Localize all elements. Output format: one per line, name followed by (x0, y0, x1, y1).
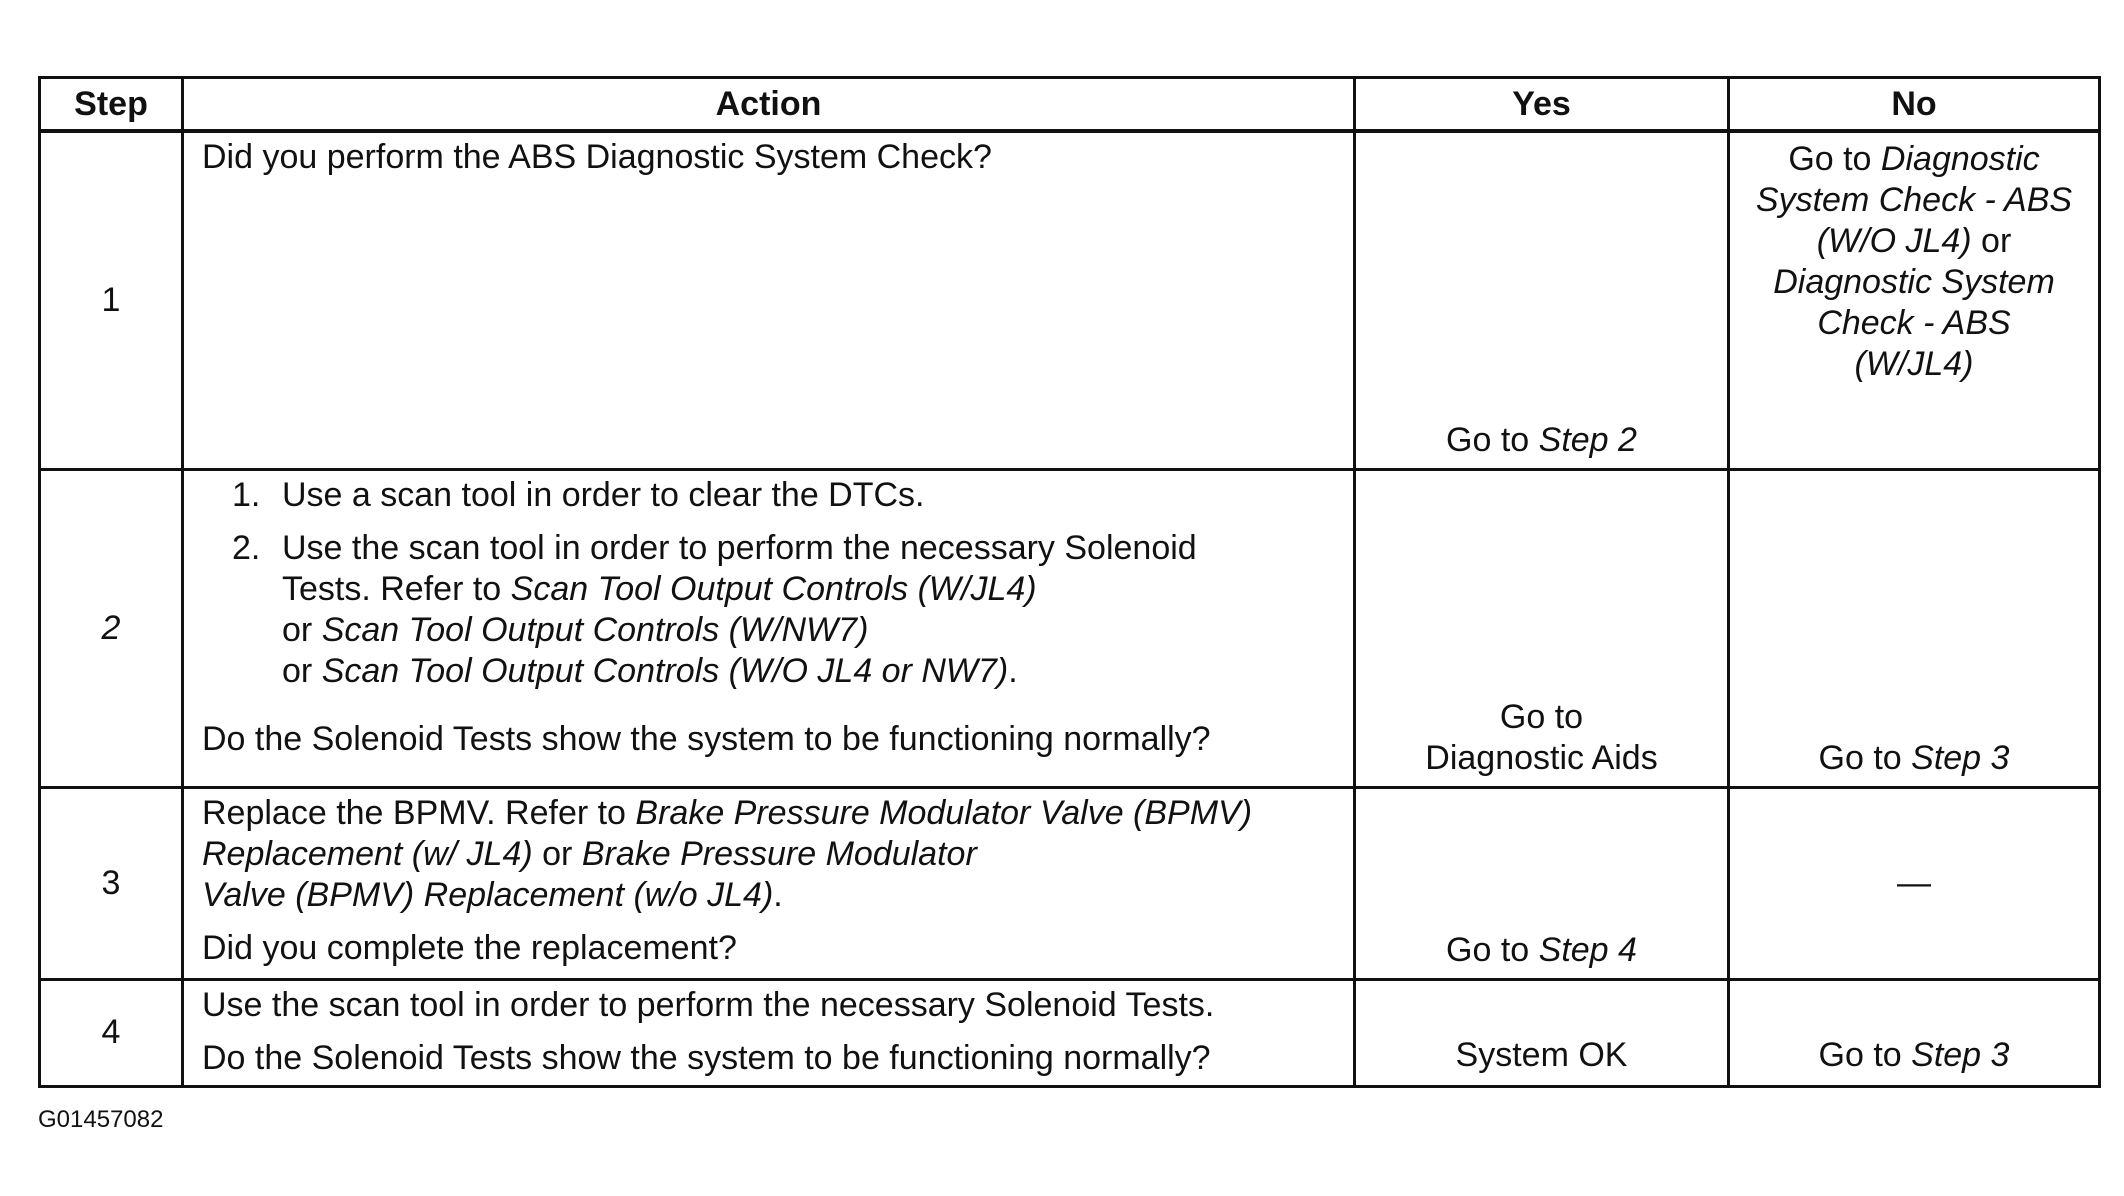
reference-link[interactable]: Scan Tool Output Controls (W/JL4) (510, 569, 1037, 608)
action-question: Do the Solenoid Tests show the system to be functioning normally? (202, 1038, 1211, 1077)
yes-cell (1355, 469, 1729, 787)
no-result-dash: — (1897, 863, 1931, 902)
yes-result: Go to Step 4 (1446, 930, 1637, 969)
no-cell (1729, 131, 2100, 469)
step-link[interactable]: Step 3 (1911, 738, 2010, 777)
diagnostic-check-link[interactable]: Diagnostic (1880, 140, 2040, 178)
table-row (40, 469, 2100, 787)
table-row (40, 979, 2100, 1086)
step-number: 3 (40, 787, 183, 979)
step-number: 1 (40, 131, 183, 469)
diagnostic-check-link[interactable]: Diagnostic System (1773, 263, 2055, 301)
table-row (40, 131, 2100, 469)
header-action: Action (183, 78, 1355, 132)
reference-link[interactable]: Scan Tool Output Controls (W/O JL4 or NW7) (321, 651, 1009, 690)
no-result: Go to Step 3 (1818, 1035, 2010, 1074)
action-question: Did you perform the ABS Diagnostic System Check? (202, 138, 992, 176)
reference-link[interactable]: Brake Pressure Modulator (581, 834, 977, 873)
action-question: Do the Solenoid Tests show the system to be functioning normally? (202, 719, 1211, 758)
step-number: 2 (40, 469, 183, 787)
yes-result: Go to Step 2 (1446, 421, 1637, 459)
action-instruction: Replace the BPMV. Refer to Brake Pressure Modulator Valve (BPMV) Replacement (w/ JL4) or Brake Pressure Modulator Valve (BPMV) Replacement (w/o JL4). (202, 793, 1253, 914)
action-list (202, 528, 1339, 610)
action-cell (183, 979, 1355, 1086)
action-cell (183, 787, 1355, 979)
header-row (40, 78, 2100, 132)
no-cell (1729, 787, 2100, 979)
yes-cell (1355, 787, 1729, 979)
yes-result: Go to Diagnostic Aids (1425, 697, 1658, 777)
step-number: 4 (40, 979, 183, 1086)
table-row (40, 787, 2100, 979)
yes-result: System OK (1455, 1035, 1628, 1074)
reference-link[interactable]: Scan Tool Output Controls (W/NW7) (321, 610, 869, 649)
diagnostic-aids-link[interactable]: Diagnostic Aids (1425, 738, 1658, 777)
no-cell (1729, 469, 2100, 787)
header-yes: Yes (1355, 78, 1729, 132)
header-step: Step (40, 78, 183, 132)
figure-id: G01457082 (38, 1106, 164, 1133)
action-instruction: Use the scan tool in order to perform the necessary Solenoid Tests. (202, 985, 1215, 1024)
reference-link[interactable]: Brake Pressure Modulator Valve (BPMV) (635, 793, 1253, 832)
step-link[interactable]: Step 4 (1538, 930, 1637, 969)
no-cell (1729, 979, 2100, 1086)
header-no: No (1729, 78, 2100, 132)
no-result: Go to Step 3 (1818, 738, 2010, 777)
diagnostic-table (38, 76, 2101, 1088)
action-list (202, 475, 1339, 516)
step-link[interactable]: Step 2 (1538, 421, 1637, 459)
no-result: Go to Diagnostic System Check - ABS (W/O JL4) or Diagnostic System Check - ABS (W/JL4) (1755, 140, 2073, 383)
action-cell: 1. Use a scan tool in order to clear the DTCs. 2. Use the scan tool in order to perform the necessary Solenoid Tests. Refer to Scan Tool Output Controls (W/JL4) or Scan Tool Output Controls (W/NW7) or Scan Tool Output Controls (W/O JL4 or NW7). Do the Solenoid Tests show the system to be functioning normally? (183, 469, 1355, 787)
list-item: 2. Use the scan tool in order to perform the necessary Solenoid Tests. Refer to Scan Tool Output Controls (W/JL4) (232, 528, 1197, 608)
yes-cell (1355, 979, 1729, 1086)
action-question: Did you complete the replacement? (202, 928, 737, 967)
yes-cell (1355, 131, 1729, 469)
step-link[interactable]: Step 3 (1911, 1035, 2010, 1074)
action-cell (183, 131, 1355, 469)
list-item: 1. Use a scan tool in order to clear the DTCs. (232, 475, 925, 514)
